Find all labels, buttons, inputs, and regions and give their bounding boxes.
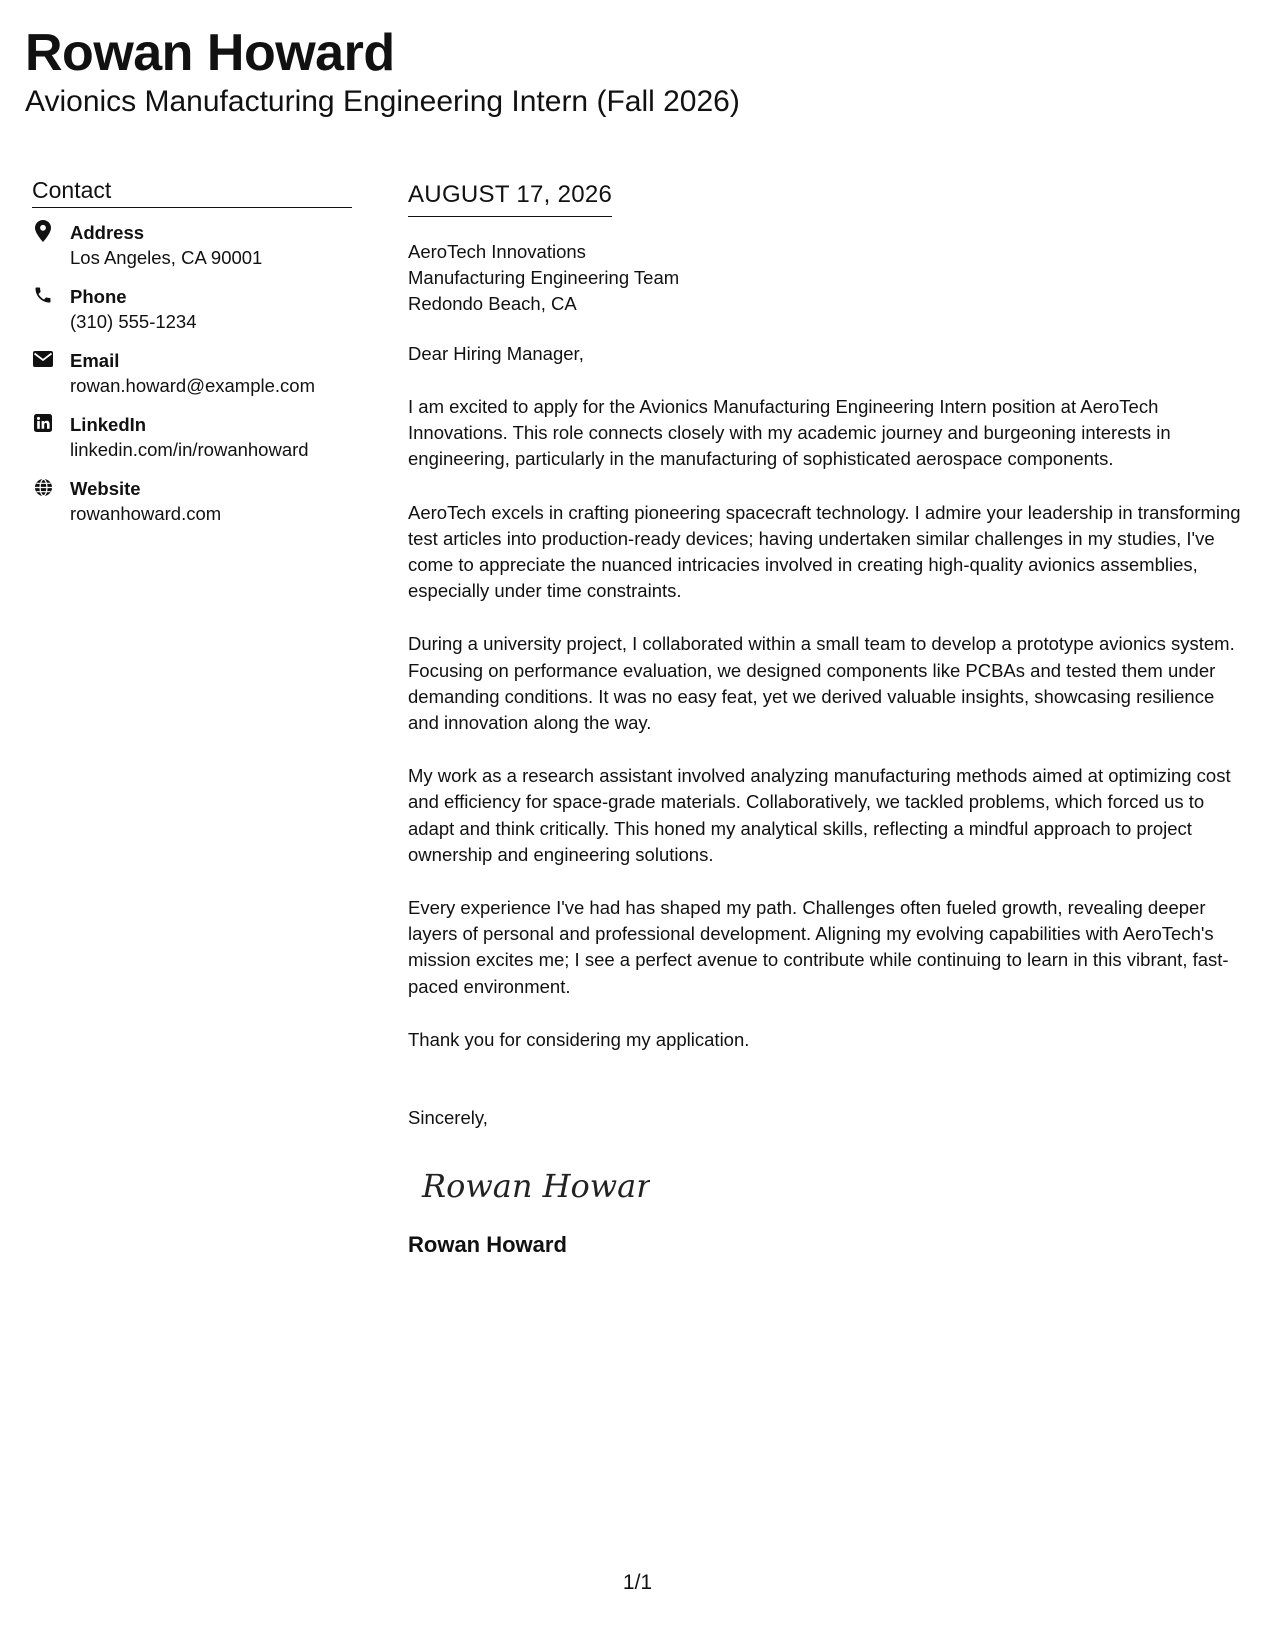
globe-icon [32, 476, 54, 498]
envelope-icon [32, 348, 54, 370]
contact-heading: Contact [32, 176, 352, 208]
paragraph: AeroTech excels in crafting pioneering spacecraft technology. I admire your leadership in transforming test articles into production-ready devices; having undertaken similar challenges in my studies, I've come to appreciate the nuanced intricacies involved in creating high-quality avionics assemblies, especially under time constraints. [408, 501, 1241, 602]
contact-value: rowanhoward.com [70, 503, 222, 524]
contact-item-linkedin [32, 412, 352, 462]
contact-label: Email [70, 350, 120, 371]
header [25, 22, 740, 120]
contact-sidebar [32, 176, 352, 540]
signer-name: Rowan Howard [408, 1232, 567, 1258]
recipient-line: Manufacturing Engineering Team [408, 267, 680, 288]
contact-item-phone [32, 284, 352, 334]
recipient-line: AeroTech Innovations [408, 241, 586, 262]
contact-label: LinkedIn [70, 414, 147, 435]
job-title: Avionics Manufacturing Engineering Intern (Fall 2026) [25, 85, 740, 118]
contact-value: linkedin.com/in/rowanhoward [70, 439, 309, 460]
contact-label: Phone [70, 286, 127, 307]
paragraph: My work as a research assistant involved analyzing manufacturing methods aimed at optimizing cost and efficiency for space-grade materials. Collaboratively, we tackled problems, which forced us to adapt and think critically. This honed my analytical skills, reflecting a mindful approach to project ownership and engineering solutions. [408, 765, 1231, 865]
paragraph: Thank you for considering my application. [408, 1028, 750, 1050]
letter-date: AUGUST 17, 2026 [408, 180, 612, 217]
recipient-line: Redondo Beach, CA [408, 293, 577, 314]
contact-value: rowan.howard@example.com [70, 375, 315, 396]
contact-item-email [32, 348, 352, 398]
contact-item-website [32, 476, 352, 526]
closing: Sincerely, [408, 1107, 488, 1129]
contact-value: Los Angeles, CA 90001 [70, 247, 263, 268]
paragraph: I am excited to apply for the Avionics Manufacturing Engineering Intern position at AeroTech Innovations. This role connects closely with my academic journey and burgeoning interests in engineering, particularly in the manufacturing of sophisticated aerospace components. [408, 396, 1171, 470]
applicant-name: Rowan Howard [25, 24, 395, 82]
signature-image [420, 1163, 1250, 1209]
salutation: Dear Hiring Manager, [408, 343, 584, 364]
paragraph: Every experience I've had has shaped my path. Challenges often fueled growth, revealing deeper layers of personal and professional development. Aligning my evolving capabilities with AeroTech's mission excites me; I see a perfect avenue to contribute while continuing to learn in this vibrant, fast-paced environment. [408, 897, 1229, 997]
map-pin-icon [32, 220, 54, 242]
recipient-block [408, 239, 1250, 317]
contact-item-address [32, 220, 352, 270]
phone-icon [32, 284, 54, 306]
linkedin-icon [32, 412, 54, 434]
contact-label: Address [70, 222, 145, 243]
paragraph: During a university project, I collaborated within a small team to develop a prototype avionics system. Focusing on performance evaluation, we designed components like PCBAs and tested them under demanding conditions. It was no easy feat, yet we derived valuable insights, showcasing resilience and innovation along the way. [408, 633, 1235, 734]
signature-text: Rowan Howard [422, 1167, 650, 1206]
contact-label: Website [70, 478, 141, 499]
contact-value: (310) 555-1234 [70, 311, 197, 332]
page-number: 1/1 [622, 1571, 653, 1594]
letter-body [408, 180, 1250, 1259]
